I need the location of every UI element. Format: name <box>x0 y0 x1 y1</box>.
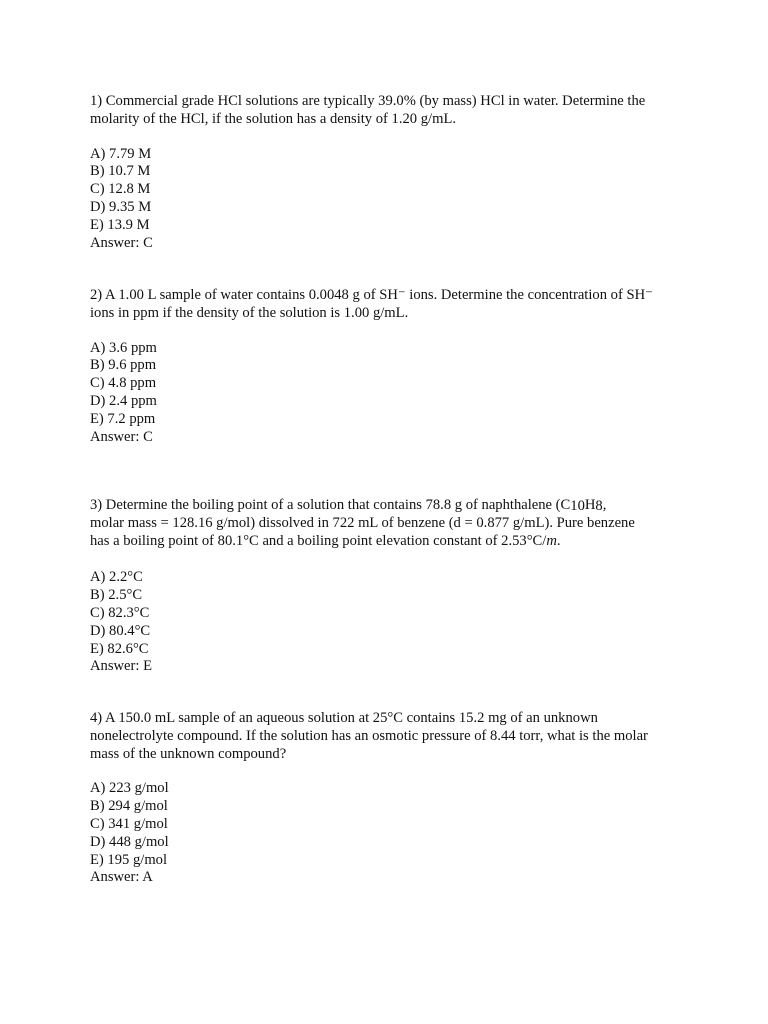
stem-text: 3) Determine the boiling point of a solution that contains 78.8 g of naphthalene (C <box>90 497 571 513</box>
stem-text: H <box>584 497 596 513</box>
answer-choices <box>90 340 690 447</box>
choice-e: E) 7.2 ppm <box>90 410 156 427</box>
question-1 <box>90 93 690 252</box>
stem-line: ions in ppm if the density of the solution is 1.00 g/mL. <box>90 304 409 321</box>
stem-line: 1) Commercial grade HCl solutions are typically 39.0% (by mass) HCl in water. Determine the <box>90 93 646 109</box>
choice-c: C) 82.3°C <box>90 604 150 621</box>
stem-line: nonelectrolyte compound. If the solution has an osmotic pressure of 8.44 torr, what is the molar <box>90 727 648 744</box>
stem-line: 2) A 1.00 L sample of water contains 0.0048 g of SH⁻ ions. Determine the concentration of SH⁻ <box>90 287 653 303</box>
choice-a: A) 3.6 ppm <box>90 339 157 356</box>
choice-d: D) 9.35 M <box>90 198 152 215</box>
choice-d: D) 80.4°C <box>90 622 151 639</box>
choice-d: D) 448 g/mol <box>90 833 169 850</box>
stem-text: has a boiling point of 80.1°C and a boiling point elevation constant of 2.53°C/ <box>90 532 547 549</box>
question-stem <box>90 497 690 550</box>
answer-key: Answer: C <box>90 428 153 445</box>
answer-key: Answer: C <box>90 234 153 251</box>
stem-line: mass of the unknown compound? <box>90 745 287 762</box>
stem-line: 4) A 150.0 mL sample of an aqueous solution at 25°C contains 15.2 mg of an unknown <box>90 710 598 726</box>
choice-b: B) 10.7 M <box>90 163 151 180</box>
question-4 <box>90 710 690 887</box>
stem-text: , <box>602 497 607 513</box>
choice-a: A) 7.79 M <box>90 145 152 162</box>
choice-b: B) 9.6 ppm <box>90 357 157 374</box>
choice-e: E) 13.9 M <box>90 216 150 233</box>
question-2 <box>90 287 690 446</box>
answer-choices <box>90 569 690 676</box>
choice-e: E) 82.6°C <box>90 640 149 657</box>
molality-unit: m <box>546 532 557 549</box>
stem-line <box>90 533 690 551</box>
stem-text: . <box>556 532 561 549</box>
answer-key: Answer: A <box>90 869 153 886</box>
stem-line <box>90 497 690 515</box>
choice-c: C) 341 g/mol <box>90 815 168 832</box>
choice-a: A) 2.2°C <box>90 569 143 586</box>
question-stem <box>90 710 690 763</box>
formula-subscript: 10 <box>570 498 585 514</box>
choice-d: D) 2.4 ppm <box>90 392 157 409</box>
choice-a: A) 223 g/mol <box>90 780 169 797</box>
stem-line: molar mass = 128.16 g/mol) dissolved in 722 mL of benzene (d = 0.877 g/mL). Pure benzene <box>90 514 635 531</box>
choice-e: E) 195 g/mol <box>90 851 168 868</box>
answer-choices <box>90 146 690 253</box>
formula-subscript: 8 <box>595 498 603 514</box>
question-stem <box>90 93 690 129</box>
question-3 <box>90 497 690 676</box>
stem-line: molarity of the HCl, if the solution has a density of 1.20 g/mL. <box>90 110 457 127</box>
choice-b: B) 294 g/mol <box>90 798 168 815</box>
choice-b: B) 2.5°C <box>90 587 143 604</box>
question-stem <box>90 287 690 323</box>
answer-choices <box>90 780 690 887</box>
answer-key: Answer: E <box>90 658 153 675</box>
choice-c: C) 4.8 ppm <box>90 375 157 392</box>
choice-c: C) 12.8 M <box>90 181 151 198</box>
